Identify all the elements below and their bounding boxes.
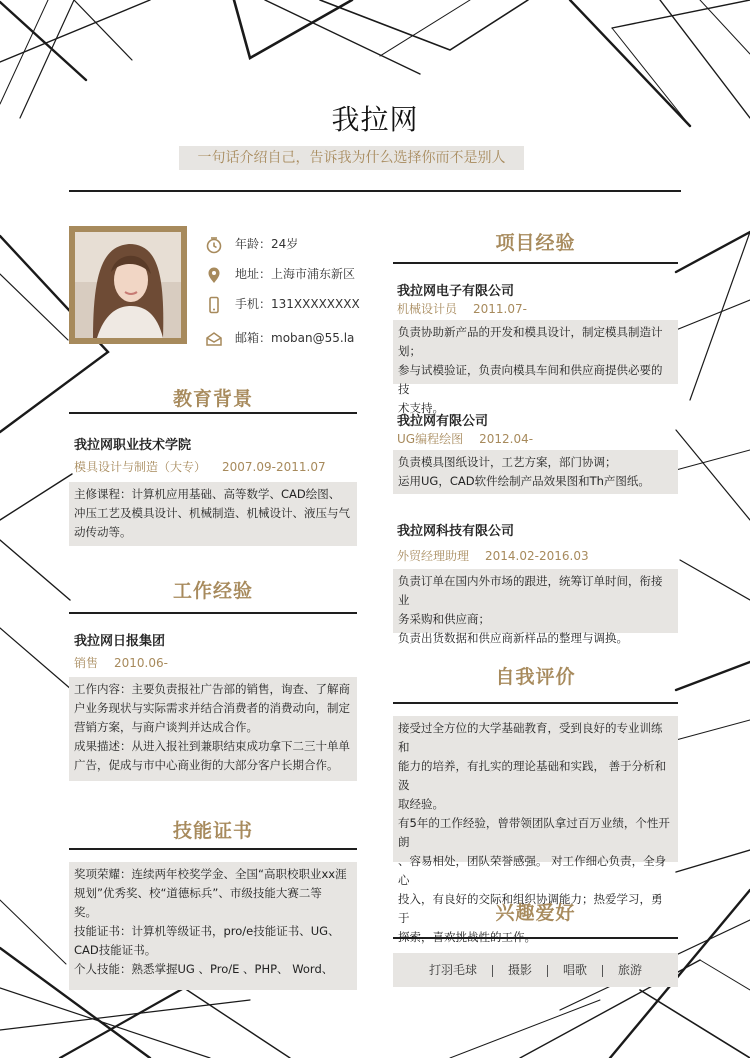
project-period: 2014.02-2016.03 <box>485 549 589 563</box>
hobby-separator <box>602 965 603 977</box>
project-details <box>393 569 678 645</box>
project-line: 参与试模验证，负责向模具车间和供应商提供必要的技 <box>398 363 663 396</box>
education-major: 模具设计与制造（大专） <box>74 460 207 474</box>
education-period: 2007.09-2011.07 <box>222 460 326 474</box>
hobby-item: 旅游 <box>618 963 643 977</box>
project-role: UG编程绘图 <box>397 432 464 446</box>
work-company: 我拉网日报集团 <box>74 634 166 649</box>
profile-age-row <box>205 234 298 254</box>
work-line: 营销方案，与商户谈判并达成合作。 <box>74 720 258 734</box>
project-company: 我拉网电子有限公司 <box>397 284 515 299</box>
education-line: 冲压工艺及模具设计、机械制造、机械设计、液压与气 <box>74 506 350 520</box>
self-eval-line: 有5年的工作经验，曾带领团队拿过百万业绩，个性开朗 <box>398 816 670 849</box>
section-title-self-eval: 自我评价 <box>495 666 576 688</box>
resume-tagline: 一句话介绍自己，告诉我为什么选择你而不是别人 <box>179 146 524 170</box>
self-eval-divider <box>393 702 678 704</box>
project-period: 2012.04- <box>479 432 534 446</box>
hobbies-list <box>393 953 678 987</box>
education-line: 动传动等。 <box>74 525 132 539</box>
education-line: 主修课程：计算机应用基础、高等数学、CAD绘图、 <box>74 487 341 501</box>
phone-icon <box>205 296 223 314</box>
skills-line: 奖项荣耀：连续两年校奖学金、全国“高职校职业xx涯 <box>74 867 347 881</box>
section-title-skills: 技能证书 <box>172 820 253 842</box>
skills-line: 规划”优秀奖、校“道德标兵”、市级技能大赛二等 <box>74 886 322 900</box>
project-line: 务采购和供应商； <box>398 612 490 626</box>
skills-line: CAD技能证书。 <box>74 943 157 957</box>
skills-divider <box>69 848 357 850</box>
profile-address: 地址：上海市浦东新区 <box>235 267 356 281</box>
project-role: 外贸经理助理 <box>397 549 470 563</box>
project-line: 负责模具图纸设计，工艺方案，部门协调； <box>398 455 617 469</box>
profile-email: 邮箱：moban@55.la <box>235 331 355 345</box>
education-major-row <box>74 458 326 475</box>
project-company: 我拉网科技有限公司 <box>397 524 515 539</box>
profile-age: 年龄：24岁 <box>235 237 299 251</box>
section-title-work: 工作经验 <box>172 580 253 602</box>
education-school: 我拉网职业技术学院 <box>74 438 192 453</box>
project-company: 我拉网有限公司 <box>397 414 489 429</box>
project-role: 机械设计员 <box>397 302 458 316</box>
work-role-row <box>74 654 168 671</box>
self-eval-line: 接受过全方位的大学基础教育，受到良好的专业训练和 <box>398 721 663 754</box>
project-role-row <box>397 300 527 317</box>
skills-details <box>69 862 357 990</box>
project-line: 负责协助新产品的开发和模具设计，制定模具制造计划； <box>398 325 663 358</box>
work-line: 成果描述：从进入报社到兼职结束成功拿下二三十单单 <box>74 739 350 753</box>
project-period: 2011.07- <box>473 302 527 316</box>
skills-line: 个人技能：熟悉掌握UG 、Pro/E 、PHP、 Word、 <box>74 962 334 976</box>
work-details <box>69 677 357 781</box>
section-title-education: 教育背景 <box>172 388 253 410</box>
work-divider <box>69 612 357 614</box>
profile-phone-row <box>205 294 360 314</box>
education-divider <box>69 412 357 414</box>
project-role-row <box>397 430 533 447</box>
hobby-item: 摄影 <box>507 963 532 977</box>
work-period: 2010.06- <box>114 656 168 670</box>
hobbies-divider <box>393 937 678 939</box>
education-details <box>69 482 357 546</box>
mail-icon <box>205 330 223 348</box>
hobby-separator <box>492 965 493 977</box>
work-line: 广告，促成与市中心商业街的大部分客户长期合作。 <box>74 758 339 772</box>
skills-line: 奖。 <box>74 905 97 919</box>
project-role-row <box>397 547 589 564</box>
self-eval-line: 投入，有良好的交际和组织协调能力；热爱学习，勇于 <box>398 892 663 925</box>
section-title-hobbies: 兴趣爱好 <box>495 902 576 924</box>
profile-phone: 手机：131XXXXXXXX <box>235 297 360 311</box>
header-divider <box>69 190 681 192</box>
profile-address-row <box>205 264 355 284</box>
project-details <box>393 450 678 494</box>
skills-line: 技能证书：计算机等级证书，pro/e技能证书、UG、 <box>74 924 340 938</box>
location-icon <box>205 266 223 284</box>
self-eval-line: 、容易相处，团队荣誉感强。 对工作细心负责，全身心 <box>398 854 667 887</box>
work-line: 工作内容：主要负责报社广告部的销售，询查、了解商 <box>74 682 350 696</box>
self-eval-line: 取经验。 <box>398 797 444 811</box>
resume-name: 我拉网 <box>331 103 419 136</box>
project-line: 负责订单在国内外市场的跟进，统筹订单时间，衔接业 <box>398 574 663 607</box>
project-line: 运用UG，CAD软件绘制产品效果图和Th产图纸。 <box>398 474 650 488</box>
hobby-item: 唱歌 <box>563 963 588 977</box>
profile-email-row <box>205 328 354 348</box>
projects-divider <box>393 262 678 264</box>
section-title-projects: 项目经验 <box>495 232 576 254</box>
self-eval-line: 能力的培养，有扎实的理论基础和实践， 善于分析和汲 <box>398 759 667 792</box>
hobby-separator <box>547 965 548 977</box>
work-line: 户业务现状与实际需求并结合消费者的消费动向，制定 <box>74 701 350 715</box>
hobby-item: 打羽毛球 <box>428 963 477 977</box>
clock-icon <box>205 236 223 254</box>
work-role: 销售 <box>74 656 99 670</box>
profile-photo <box>69 226 187 344</box>
project-line: 术支持。 <box>398 401 444 415</box>
project-details <box>393 320 678 415</box>
project-line: 负责出货数据和供应商新样品的整理与调换。 <box>398 631 628 645</box>
